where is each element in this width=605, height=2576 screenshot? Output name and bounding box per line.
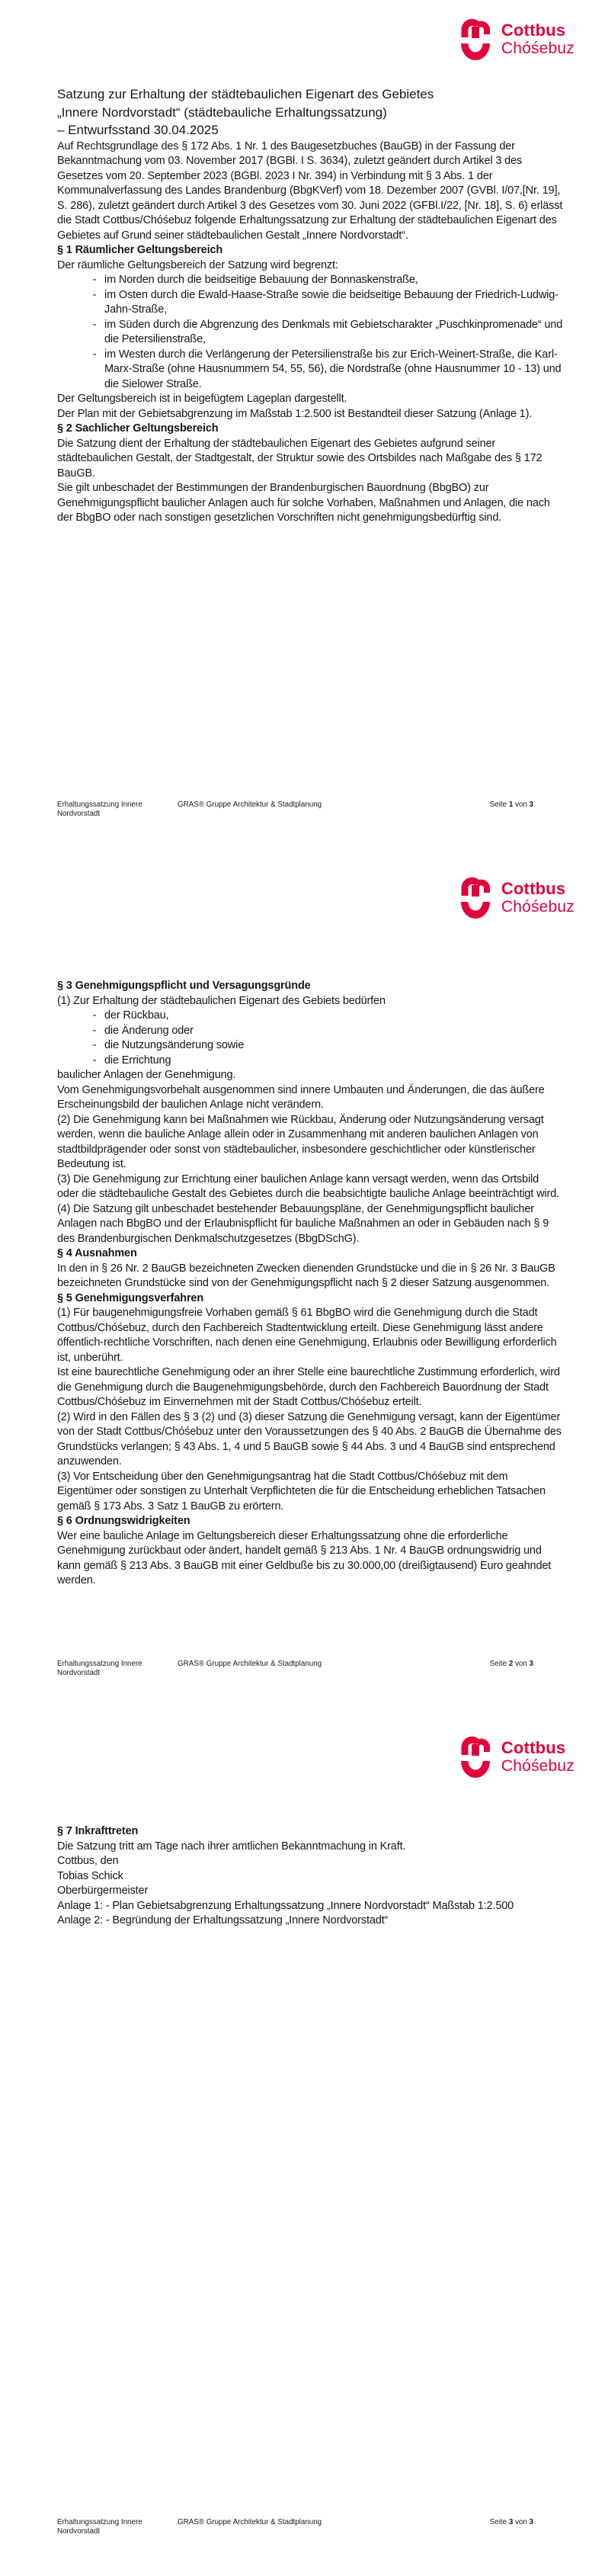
page-1 — [0, 0, 605, 858]
page-indicator — [490, 1660, 533, 1669]
cottbus-logo — [459, 15, 575, 63]
place-and-date-line: Cottbus, den — [57, 1855, 119, 1867]
of-word: von — [515, 1660, 527, 1668]
page-number: 1 — [508, 800, 514, 809]
section-2-heading: § 2 Sachlicher Geltungsbereich — [57, 422, 219, 435]
section-3-paragraph-2: (2) Die Genehmigung kann bei Maßnahmen wie Rückbau, Änderung oder Nutzungsänderung versagt werden, wenn die bauliche Anlage allein oder in Zusammenhang mit anderen baulichen Anlagen von stadtbildprägender oder sonst von städtebaulicher, insbesondere geschichtlicher oder künstlerischer Bedeutung ist. — [57, 1113, 544, 1170]
page-3 — [0, 1718, 605, 2576]
list-item-text: im Westen durch die Verlängerung der Petersilienstraße bis zur Erich-Weinert-Straße, die Karl-Marx-Straße (ohne Hausnummern 54, 55, 56), die Nordstraße (ohne Hausnummer 10 - 13) und die Sielower Straße. — [104, 348, 562, 390]
title-line-3: – Entwurfsstand 30.04.2025 — [57, 123, 219, 137]
section-5-heading: § 5 Genehmigungsverfahren — [57, 1291, 204, 1304]
section-2-paragraph-2: Sie gilt unbeschadet der Bestimmungen der Brandenburgischen Bauordnung (BbgBO) zur Genehmigungspflicht baulicher Anlagen auch für solche Vorhaben, Maßnahmen und Anlagen, die nach der BbgBO oder nach sonstigen gesetzlichen Vorschriften nicht genehmigungsbedürftig sind. — [57, 482, 550, 524]
title-line-2: „Innere Nordvorstadt“ (städtebauliche Erhaltungssatzung) — [57, 104, 387, 120]
list-item — [57, 318, 563, 348]
page-indicator — [490, 2518, 533, 2527]
section-1-note-2: Der Plan mit der Gebietsabgrenzung im Maßstab 1:2.500 ist Bestandteil dieser Satzung (Anlage 1). — [57, 407, 533, 420]
page-footer — [57, 800, 533, 819]
list-item — [57, 288, 563, 318]
of-word: von — [515, 800, 527, 809]
page-footer — [57, 2518, 533, 2536]
list-item — [57, 1038, 563, 1054]
dash-marker: - — [92, 348, 97, 361]
cottbus-wordmark — [501, 21, 575, 57]
page-total: 3 — [529, 800, 533, 809]
section-5-paragraph-2: (2) Wird in den Fällen des § 3 (2) und (3) dieser Satzung die Genehmigung versagt, kann der Eigentümer von der Stadt Cottbus/Chóśebuz unter den Voraussetzungen des § 40 Abs. 2 BauGB die Übernahme des Grundstücks verlangen; § 43 Abs. 1, 4 und 5 BauGB sowie § 44 Abs. 3 und 4 BauGB sind entsprechend anzuwenden. — [57, 1410, 562, 1468]
footer-doc-name: Erhaltungssatzung Innere Nordvorstadt — [57, 2518, 142, 2536]
page-indicator — [490, 800, 533, 810]
page-footer — [57, 1660, 533, 1678]
section-6-paragraph-1: Wer eine bauliche Anlage im Geltungsbereich dieser Erhaltungssatzung ohne die erforderliche Genehmigung zurückbaut oder ändert, handelt gemäß § 213 Abs. 1 Nr. 4 BauGB ordnungswidrig und kann gemäß § 213 Abs. 3 BauGB mit einer Geldbuße bis zu 30.000,00 (dreißigtausend) Euro geahndet werden. — [57, 1529, 552, 1586]
page-word: Seite — [489, 1660, 507, 1668]
section-1-heading: § 1 Räumlicher Geltungsbereich — [57, 244, 223, 256]
section-7-heading: § 7 Inkrafttreten — [57, 1825, 139, 1837]
page-total: 3 — [529, 1660, 533, 1668]
cottbus-smile-icon — [459, 1733, 491, 1780]
list-item-text: die Errichtung — [104, 1054, 171, 1067]
cottbus-wordmark — [501, 1738, 575, 1775]
page-word: Seite — [489, 800, 507, 809]
list-item-text: die Änderung oder — [104, 1024, 194, 1037]
title-line-1: Satzung zur Erhaltung der städtebaulichen Eigenart des Gebietes — [57, 87, 434, 101]
section-3-heading: § 3 Genehmigungspflicht und Versagungsgründe — [57, 980, 311, 992]
of-word: von — [515, 2518, 527, 2526]
list-item-text: die Nutzungsänderung sowie — [104, 1039, 245, 1051]
section-5-paragraph-1: (1) Für baugenehmigungsfreie Vorhaben gemäß § 61 BbgBO wird die Genehmigung durch die Stadt Cottbus/Chóśebuz, durch den Fachbereich Stadtentwicklung erteilt. Diese Genehmigung lässt andere öffentlich-rechtliche Vorschriften, nach denen eine Genehmigung, Erlaubnis oder Bewilligung erforderlich ist, unberührt. — [57, 1307, 557, 1364]
cottbus-wordmark — [501, 879, 575, 916]
boundary-list — [57, 273, 563, 392]
logo-city-name-sorbian: Chóśebuz — [501, 898, 575, 916]
footer-doc-name: Erhaltungssatzung Innere Nordvorstadt — [57, 1660, 142, 1677]
list-item-text: im Norden durch die beidseitige Bebauung der Bonnaskenstraße, — [104, 274, 418, 286]
dash-marker: - — [92, 1054, 97, 1067]
dash-marker: - — [92, 1009, 97, 1022]
cottbus-smile-icon — [459, 15, 491, 63]
section-3-paragraph-3: (3) Die Genehmigung zur Errichtung einer baulichen Anlage kann versagt werden, wenn das Ortsbild oder die städtebauliche Gestalt des Gebietes durch die beabsichtigte bauliche Anlage beeinträchtigt wird. — [57, 1173, 559, 1200]
page-total: 3 — [529, 2518, 533, 2526]
section-7-paragraph-1: Die Satzung tritt am Tage nach ihrer amtlichen Bekanntmachung in Kraft. — [57, 1840, 406, 1853]
section-3-paragraph-1-end: baulicher Anlagen der Genehmigung. — [57, 1069, 236, 1081]
footer-author: GRAS® Gruppe Architektur & Stadtplanung — [178, 1660, 322, 1668]
footer-doc-name: Erhaltungssatzung Innere Nordvorstadt — [57, 800, 142, 818]
list-item — [57, 273, 563, 288]
section-4-heading: § 4 Ausnahmen — [57, 1247, 137, 1259]
page-number: 3 — [508, 2518, 514, 2526]
approval-actions-list — [57, 1009, 563, 1068]
section-5-paragraph-1b: Ist eine baurechtliche Genehmigung oder an ihrer Stelle eine baurechtliche Zustimmung erforderlich, wird die Genehmigung durch die Baugenehmigungsbehörde, durch den Fachbereich Bauordnung der Stadt Cottbus/Chóśebuz im Einvernehmen mit der Stadt Cottbus/Chóśebuz erteilt. — [57, 1366, 560, 1408]
dash-marker: - — [92, 318, 97, 331]
legal-basis-paragraph: Auf Rechtsgrundlage des § 172 Abs. 1 Nr. 1 des Baugesetzbuches (BauGB) in der Fassung der Bekanntmachung vom 03. November 2017 (BGBl. I S. 3634), zuletzt geändert durch Artikel 3 des Gesetzes vom 20. September 2023 (BGBl. 2023 I Nr. 394) in Verbindung mit § 3 Abs. 1 der Kommunalverfassung des Landes Brandenburg (BbgKVerf) vom 18. Dezember 2007 (GVBl. I/07,[Nr. 19], S. 286), zuletzt geändert durch Artikel 3 des Gesetzes vom 30. Juni 2022 (GFBl.I/22, [Nr. 18], S. 6) erlässt die Stadt Cottbus/Chóśebuz folgende Erhaltungssatzung zur Erhaltung der städtebaulichen Eigenart des Gebietes auf Grund seiner städtebaulichen Gestalt „Innere Nordvorstadt“. — [57, 140, 563, 242]
section-3-paragraph-4: (4) Die Satzung gilt unbeschadet bestehender Bebauungspläne, der Genehmigungspflicht baulicher Anlagen nach BbgBO und der Erlaubnispflicht für bauliche Maßnahmen an oder in Gebäuden nach § 9 des Brandenburgischen Denkmalschutzgesetzes (BbgDSchG). — [57, 1202, 549, 1245]
list-item — [57, 1009, 563, 1024]
list-item-text: im Osten durch die Ewald-Haase-Straße sowie die beidseitige Bebauung der Friedrich-Ludwig-Jahn-Straße, — [104, 288, 559, 316]
section-1-intro: Der räumliche Geltungsbereich der Satzung wird begrenzt: — [57, 258, 338, 271]
signature-name: Tobias Schick — [57, 1869, 123, 1882]
section-5-paragraph-3: (3) Vor Entscheidung über den Genehmigungsantrag hat die Stadt Cottbus/Chóśebuz mit dem Eigentümer oder sonstigen zu Unterhalt Verpflichteten die für die Entscheidung erheblichen Tatsachen gemäß § 173 Abs. 3 Satz 1 BauGB zu erörtern. — [57, 1470, 546, 1513]
footer-author: GRAS® Gruppe Architektur & Stadtplanung — [178, 2518, 322, 2526]
dash-marker: - — [92, 1024, 97, 1037]
logo-city-name: Cottbus — [501, 1738, 566, 1757]
cottbus-logo — [459, 874, 575, 921]
annex-2-line: Anlage 2: - Begründung der Erhaltungssatzung „Innere Nordvorstadt“ — [57, 1914, 389, 1926]
footer-author: GRAS® Gruppe Architektur & Stadtplanung — [178, 800, 322, 809]
list-item — [57, 1054, 563, 1069]
list-item — [57, 348, 563, 393]
logo-city-name: Cottbus — [501, 21, 566, 40]
dash-marker: - — [92, 1039, 97, 1051]
page-2 — [0, 858, 605, 1718]
logo-city-name-sorbian: Chóśebuz — [501, 40, 575, 57]
dash-marker: - — [92, 288, 97, 301]
logo-city-name: Cottbus — [501, 879, 566, 898]
section-6-heading: § 6 Ordnungswidrigkeiten — [57, 1515, 190, 1527]
dash-marker: - — [92, 274, 97, 286]
signature-title: Oberbürgermeister — [57, 1885, 149, 1897]
cottbus-smile-icon — [459, 874, 491, 921]
annex-1-line: Anlage 1: - Plan Gebietsabgrenzung Erhaltungssatzung „Innere Nordvorstadt“ Maßstab 1:2.500 — [57, 1899, 514, 1912]
list-item-text: der Rückbau, — [104, 1009, 169, 1022]
list-item — [57, 1024, 563, 1039]
page-number: 2 — [508, 1660, 514, 1668]
section-2-paragraph-1: Die Satzung dient der Erhaltung der städtebaulichen Eigenart des Gebietes aufgrund seiner städtebaulichen Gestalt, der Stadtgestalt, der Struktur sowie des Ortsbildes nach Maßgabe des § 172 BauGB. — [57, 437, 543, 480]
section-3-paragraph-1-note: Vom Genehmigungsvorbehalt ausgenommen sind innere Umbauten und Änderungen, die das äußere Erscheinungsbild der baulichen Anlage nicht verändern. — [57, 1083, 545, 1111]
section-4-paragraph-1: In den in § 26 Nr. 2 BauGB bezeichneten Zwecken dienenden Grundstücke und die in § 26 Nr. 3 BauGB bezeichneten Grundstücke sind von der Genehmigungspflicht nach § 2 dieser Satzung ausgenommen. — [57, 1262, 555, 1289]
page-word: Seite — [489, 2518, 507, 2526]
section-3-paragraph-1-intro: (1) Zur Erhaltung der städtebaulichen Eigenart des Gebiets bedürfen — [57, 994, 386, 1007]
cottbus-logo — [459, 1733, 575, 1780]
logo-city-name-sorbian: Chóśebuz — [501, 1757, 575, 1775]
list-item-text: im Süden durch die Abgrenzung des Denkmals mit Gebietscharakter „Puschkinpromenade“ und die Petersilienstraße, — [104, 318, 563, 345]
section-1-note-1: Der Geltungsbereich ist in beigefügtem Lageplan dargestellt. — [57, 393, 347, 405]
